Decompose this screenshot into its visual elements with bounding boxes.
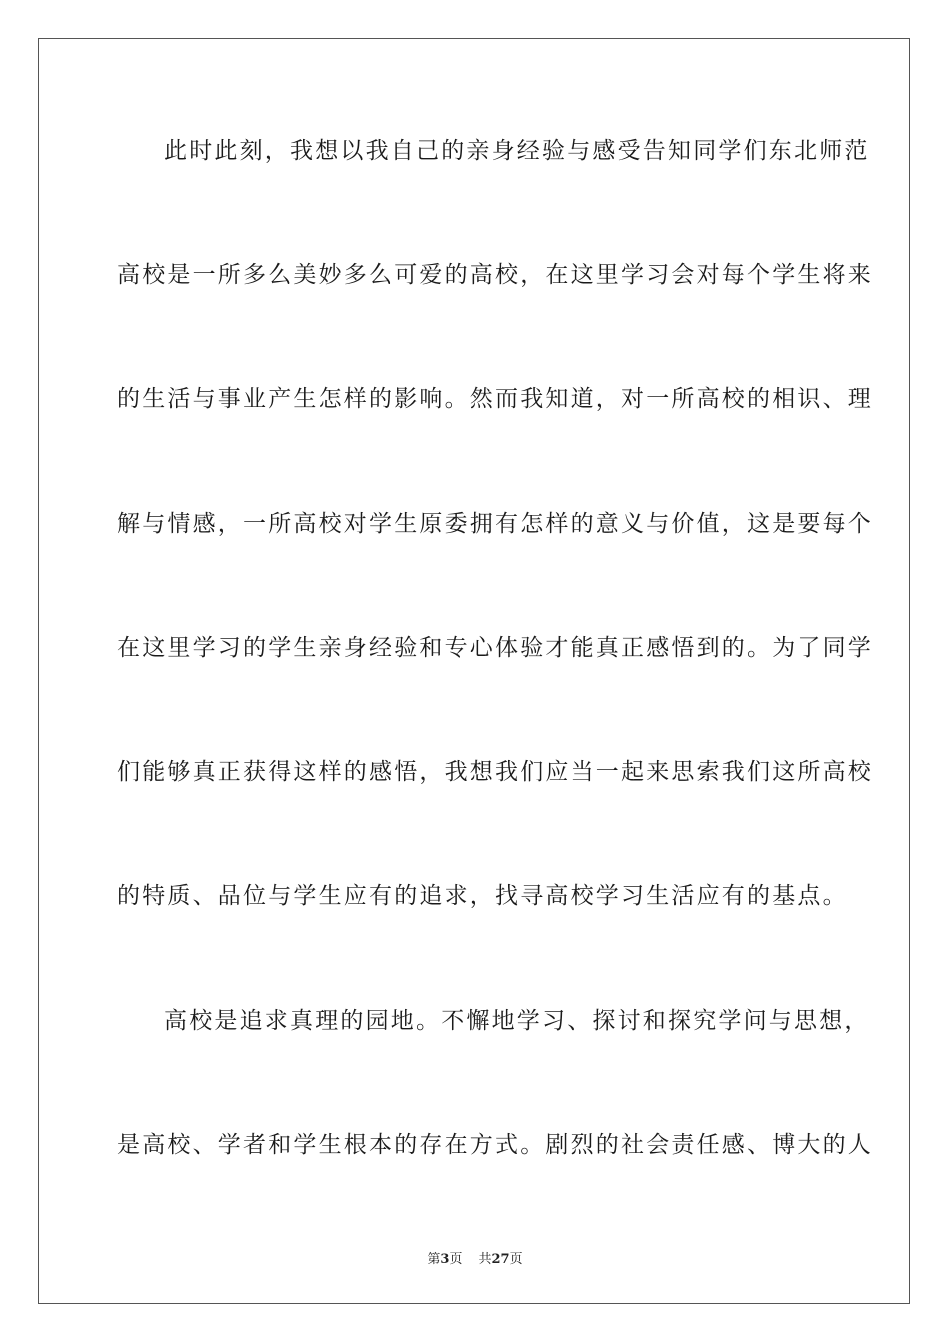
paragraph-1-line-1: 此时此刻，我想以我自己的亲身经验与感受告知同学们东北师范 [164,138,870,164]
paragraph-1-line-7: 的特质、品位与学生应有的追求，找寻高校学习生活应有的基点。 [117,883,848,909]
page-border [38,38,910,1304]
total-pages: 27 [491,1252,510,1267]
page-suffix: 页 [449,1252,463,1267]
paragraph-1-line-3: 的生活与事业产生怎样的影响。然而我知道，对一所高校的相识、理 [117,386,873,412]
total-suffix: 页 [509,1252,523,1267]
page-footer [0,1248,950,1267]
page-number: 3 [440,1252,450,1267]
paragraph-2-line-2: 是高校、学者和学生根本的存在方式。剧烈的社会责任感、博大的人 [117,1132,873,1158]
paragraph-2-line-1: 高校是追求真理的园地。不懈地学习、探讨和探究学问与思想， [164,1008,870,1034]
paragraph-1-line-4: 解与情感，一所高校对学生原委拥有怎样的意义与价值，这是要每个 [117,511,873,537]
page-prefix: 第 [427,1252,441,1267]
paragraph-1-line-2: 高校是一所多么美妙多么可爱的高校，在这里学习会对每个学生将来 [117,262,873,288]
total-prefix: 共 [478,1252,492,1267]
paragraph-1-line-6: 们能够真正获得这样的感悟，我想我们应当一起来思索我们这所高校 [117,759,873,785]
paragraph-1-line-5: 在这里学习的学生亲身经验和专心体验才能真正感悟到的。为了同学 [117,635,873,661]
